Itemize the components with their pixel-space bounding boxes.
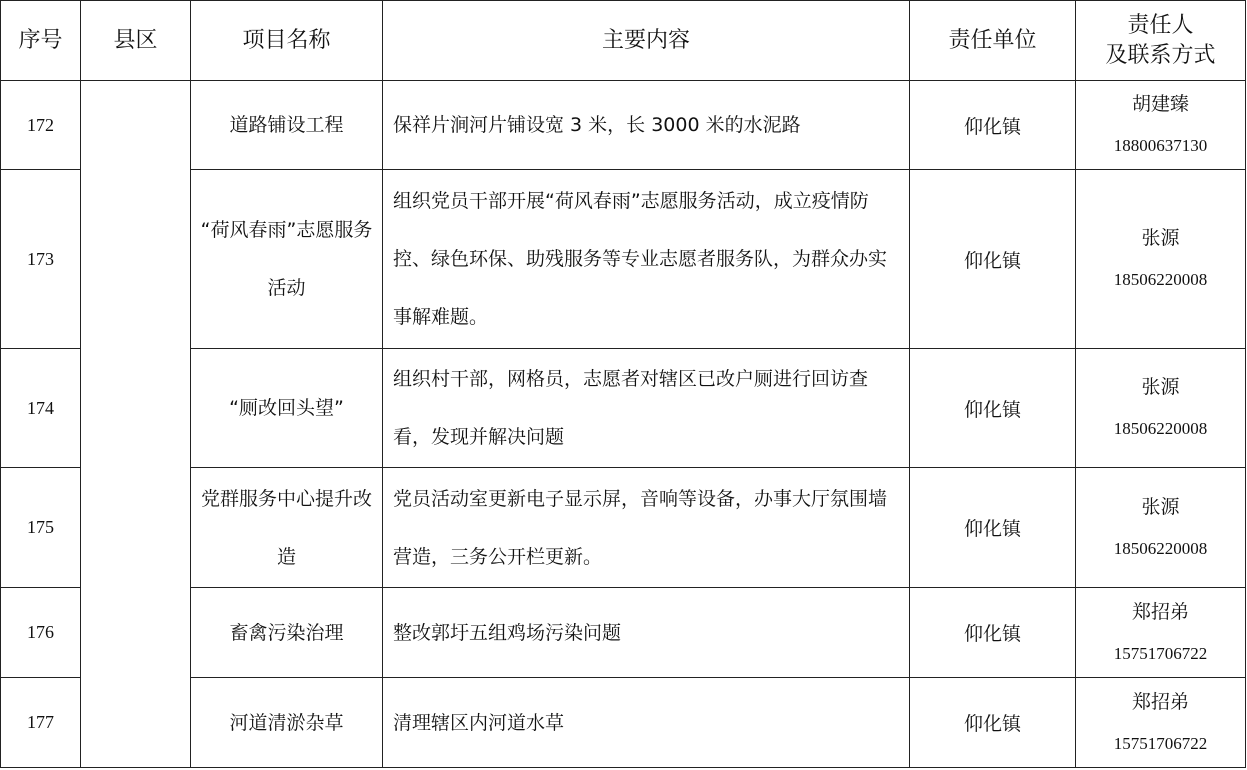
cell-responsible-unit: 仰化镇 — [910, 81, 1076, 170]
cell-project-name: “厕改回头望” — [191, 349, 383, 468]
cell-seq: 177 — [1, 678, 81, 768]
cell-contact — [1076, 349, 1246, 468]
table-row — [1, 81, 1246, 170]
cell-responsible-unit: 仰化镇 — [910, 468, 1076, 588]
cell-main-content: 清理辖区内河道水草 — [383, 678, 910, 768]
header-county: 县区 — [81, 1, 191, 81]
header-responsible-unit: 责任单位 — [910, 1, 1076, 81]
header-responsible-person — [1076, 1, 1246, 81]
contact-phone: 18506220008 — [1113, 270, 1208, 289]
cell-project-name: “荷风春雨”志愿服务活动 — [191, 170, 383, 349]
cell-contact — [1076, 678, 1246, 768]
header-project-name: 项目名称 — [191, 1, 383, 81]
contact-person: 胡建臻 — [1131, 93, 1189, 115]
contact-phone: 18800637130 — [1113, 136, 1208, 155]
cell-seq: 172 — [1, 81, 81, 170]
cell-contact — [1076, 468, 1246, 588]
contact-phone: 15751706722 — [1113, 643, 1208, 663]
contact-phone: 15751706722 — [1113, 733, 1208, 753]
cell-main-content: 组织党员干部开展“荷风春雨”志愿服务活动，成立疫情防控、绿色环保、助残服务等专业志愿者服务队，为群众办实事解难题。 — [383, 170, 910, 349]
cell-main-content: 党员活动室更新电子显示屏，音响等设备，办事大厅氛围墙营造，三务公开栏更新。 — [383, 468, 910, 588]
cell-project-name: 河道清淤杂草 — [191, 678, 383, 768]
header-contact-line2: 及联系方式 — [1105, 42, 1216, 68]
contact-person: 郑招弟 — [1131, 600, 1189, 623]
cell-responsible-unit: 仰化镇 — [910, 170, 1076, 349]
cell-project-name: 道路铺设工程 — [191, 81, 383, 170]
cell-county — [81, 81, 191, 768]
cell-project-name: 畜禽污染治理 — [191, 588, 383, 678]
contact-phone: 18506220008 — [1113, 538, 1208, 558]
cell-seq: 175 — [1, 468, 81, 588]
header-main-content: 主要内容 — [383, 1, 910, 81]
cell-responsible-unit: 仰化镇 — [910, 349, 1076, 468]
contact-person: 张源 — [1141, 376, 1180, 398]
header-seq: 序号 — [1, 1, 81, 81]
cell-main-content: 保祥片涧河片铺设宽 3 米，长 3000 米的水泥路 — [383, 81, 910, 170]
cell-seq: 176 — [1, 588, 81, 678]
contact-person: 张源 — [1141, 495, 1180, 518]
cell-seq: 173 — [1, 170, 81, 349]
cell-main-content: 整改郭圩五组鸡场污染问题 — [383, 588, 910, 678]
cell-main-content: 组织村干部，网格员，志愿者对辖区已改户厕进行回访查看，发现并解决问题 — [383, 349, 910, 468]
contact-phone: 18506220008 — [1113, 419, 1208, 438]
cell-contact — [1076, 170, 1246, 349]
cell-responsible-unit: 仰化镇 — [910, 588, 1076, 678]
cell-project-name: 党群服务中心提升改造 — [191, 468, 383, 588]
cell-contact — [1076, 81, 1246, 170]
contact-person: 郑招弟 — [1131, 690, 1189, 713]
cell-responsible-unit: 仰化镇 — [910, 678, 1076, 768]
table-header-row — [1, 1, 1246, 81]
contact-person: 张源 — [1141, 227, 1180, 249]
header-contact-line1: 责任人 — [1127, 12, 1194, 38]
cell-contact — [1076, 588, 1246, 678]
cell-seq: 174 — [1, 349, 81, 468]
